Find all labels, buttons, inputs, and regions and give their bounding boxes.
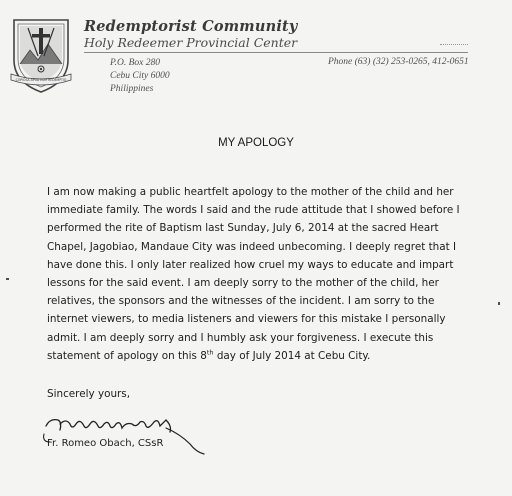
- mailing-address: [110, 57, 170, 96]
- phone-numbers: Phone (63) (32) 253-0265, 412-0651: [328, 57, 469, 67]
- body-line: immediate family. The words I said and the rude attitude that I showed before I: [47, 204, 460, 217]
- signer-name: Fr. Romeo Obach, CSsR: [47, 438, 164, 449]
- letterhead-dotted-rule: [440, 44, 468, 45]
- seal-motto: COPIOSA APUD EUM REDEMPTIO: [15, 78, 67, 82]
- organization-name: Redemptorist Community: [84, 18, 298, 35]
- address-line: Philippines: [110, 84, 154, 94]
- scan-speck: [6, 278, 9, 280]
- redemptorist-seal-logo: [8, 14, 74, 96]
- body-line-last: [47, 347, 467, 365]
- body-line: lessons for the said event. I am deeply sorry to the mother of the child, her: [47, 277, 439, 290]
- last-line-end: day of July 2014 at Cebu City.: [213, 349, 371, 362]
- organization-subtitle: Holy Redeemer Provincial Center: [84, 35, 298, 50]
- ordinal-suffix: th: [206, 348, 214, 357]
- last-line-start: statement of apology on this 8: [47, 349, 207, 362]
- body-line: relatives, the sponsors and the witnesses of the incident. I am sorry to the: [47, 295, 435, 308]
- address-line: Cebu City 6000: [110, 71, 170, 81]
- handwritten-signature: [40, 412, 210, 458]
- closing-salutation: Sincerely yours,: [47, 388, 131, 400]
- body-line: have done this. I only later realized how cruel my ways to educate and impart: [47, 258, 454, 271]
- body-line: Chapel, Jagobiao, Mandaue City was indeed unbecoming. I deeply regret that I: [47, 240, 457, 253]
- body-line: internet viewers, to media listeners and viewers for this mistake I personally: [47, 313, 446, 326]
- scan-speck: [498, 302, 500, 305]
- address-line: P.O. Box 280: [110, 58, 160, 68]
- letter-title: MY APOLOGY: [218, 137, 294, 149]
- body-line: I am now making a public heartfelt apology to the mother of the child and her: [47, 186, 454, 198]
- letterhead-rule: [84, 52, 468, 53]
- body-line: admit. I am deeply sorry and I humbly ask your forgiveness. I execute this: [47, 331, 434, 344]
- apology-paragraph: [47, 183, 467, 365]
- body-line: performed the rite of Baptism last Sunday, July 6, 2014 at the sacred Heart: [47, 222, 439, 235]
